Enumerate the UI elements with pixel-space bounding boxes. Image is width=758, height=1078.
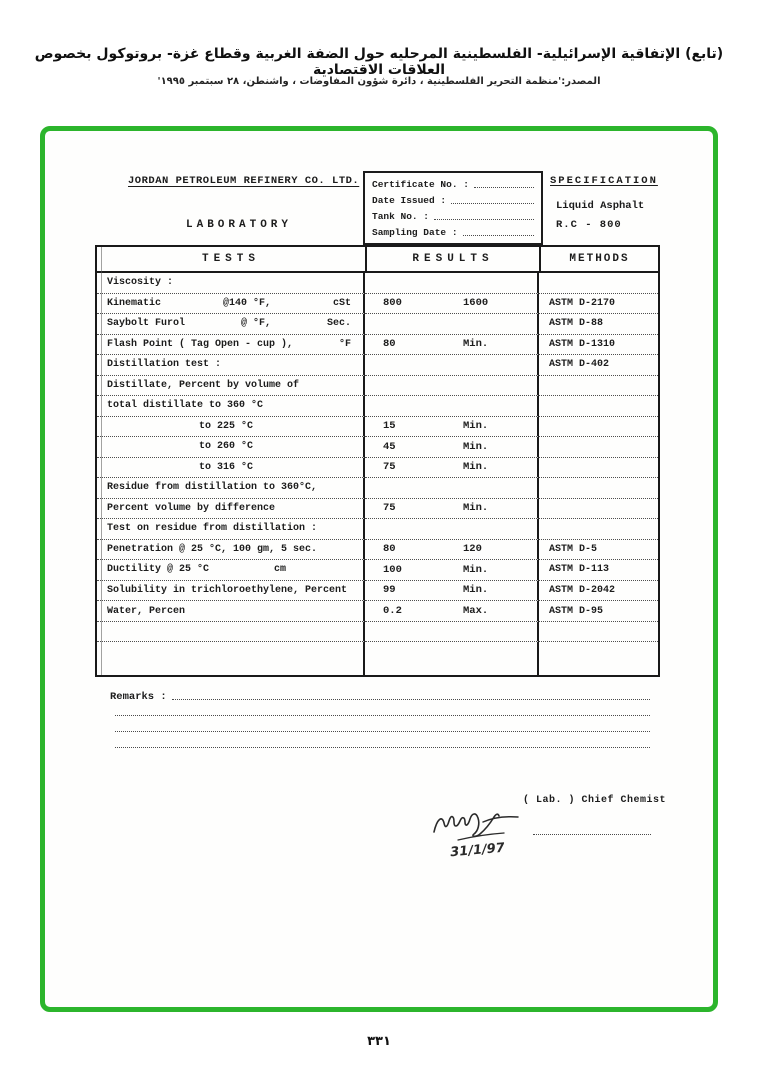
method-value: ASTM D-113: [539, 560, 658, 581]
method-value: [539, 376, 658, 397]
test-label: Solubility in trichloroethylene, Percent: [107, 584, 348, 596]
method-value: [539, 458, 658, 479]
table-row: [97, 376, 658, 397]
method-value: [539, 396, 658, 417]
test-label: Flash Point ( Tag Open - cup ),: [107, 338, 294, 350]
result-cell: [365, 519, 539, 540]
remarks-section: [110, 687, 650, 751]
table-row: [97, 335, 658, 356]
method-value: [539, 622, 658, 643]
result-cell: [365, 581, 539, 602]
result-qualifier: 120: [463, 543, 482, 556]
method-value: ASTM D-2042: [539, 581, 658, 602]
result-cell: [365, 622, 539, 643]
result-value: 45: [383, 440, 396, 453]
table-row: [97, 499, 658, 520]
result-value: 75: [383, 461, 396, 474]
result-cell: [365, 273, 539, 294]
test-cell: [97, 437, 365, 458]
certificate-field-label: Sampling Date :: [372, 227, 458, 238]
test-cell: [97, 540, 365, 561]
method-value: ASTM D-88: [539, 314, 658, 335]
result-qualifier: Min.: [463, 440, 489, 453]
test-condition: @ °F,: [240, 318, 271, 330]
dotted-fill-line: [434, 218, 534, 220]
scan-frame: [40, 126, 718, 1012]
result-qualifier: Min.: [463, 563, 489, 576]
test-label: Kinematic: [107, 297, 162, 309]
specification-title: SPECIFICATION: [550, 175, 658, 187]
result-cell: [365, 294, 539, 315]
remarks-line: [110, 735, 650, 751]
table-row: [97, 273, 658, 294]
method-value: [539, 273, 658, 294]
laboratory-title: LABORATORY: [186, 219, 293, 231]
certificate-field: [372, 227, 534, 238]
result-value: 80: [383, 543, 396, 556]
result-value: 100: [383, 563, 402, 576]
table-body: [97, 273, 658, 675]
result-cell: [365, 437, 539, 458]
signature-line: [533, 833, 651, 835]
result-cell: [365, 396, 539, 417]
method-value: [539, 417, 658, 438]
result-value: 0.2: [383, 605, 402, 617]
test-cell: [97, 273, 365, 294]
result-value: 80: [383, 338, 396, 351]
test-cell: [97, 560, 365, 581]
test-cell: [97, 519, 365, 540]
dotted-fill-line: [451, 202, 534, 204]
method-value: [539, 478, 658, 499]
dotted-fill-line: [474, 186, 534, 188]
test-label: to 260 °C: [199, 441, 254, 453]
dotted-fill-line: [463, 234, 534, 236]
result-value: 75: [383, 502, 396, 515]
test-cell: [97, 499, 365, 520]
method-value: ASTM D-2170: [539, 294, 658, 315]
certificate-field-label: Tank No. :: [372, 211, 430, 222]
method-value: [539, 519, 658, 540]
table-row: [97, 314, 658, 335]
test-label: Residue from distillation to 360°C,: [107, 482, 318, 494]
result-cell: [365, 335, 539, 356]
result-cell: [365, 642, 539, 675]
table-row: [97, 581, 658, 602]
test-cell: [97, 314, 365, 335]
remarks-line: [110, 719, 650, 735]
arabic-title: (تابع) الإتفاقية الإسرائيلية- الفلسطينية المرحليه حول الضفة الغربية وقطاع غزة- بروتوكول بخصوص العلاقات الاقتصادية: [34, 46, 724, 78]
method-value: ASTM D-5: [539, 540, 658, 561]
specification-grade: R.C - 800: [556, 219, 622, 231]
result-cell: [365, 540, 539, 561]
result-cell: [365, 478, 539, 499]
column-header-results: RESULTS: [365, 247, 539, 271]
test-cell: [97, 601, 365, 622]
results-table: [95, 245, 660, 677]
test-cell: [97, 355, 365, 376]
test-label: Percent volume by difference: [107, 502, 276, 514]
column-header-tests: TESTS: [201, 253, 260, 265]
test-label: to 316 °C: [199, 461, 254, 473]
test-condition: cm: [274, 564, 287, 576]
result-cell: [365, 499, 539, 520]
table-row: [97, 478, 658, 499]
remarks-line: [110, 703, 650, 719]
test-label: Water, Percen: [107, 605, 186, 617]
result-qualifier: Min.: [463, 502, 489, 515]
result-qualifier: Min.: [463, 584, 489, 597]
test-unit: Sec.: [326, 318, 351, 330]
table-row: [97, 601, 658, 622]
result-cell: [365, 376, 539, 397]
test-label: Distillate, Percent by volume of: [107, 379, 300, 391]
test-cell: [97, 458, 365, 479]
dotted-fill-line: [115, 730, 650, 732]
signature-scribble: [430, 805, 525, 847]
result-cell: [365, 458, 539, 479]
method-value: ASTM D-1310: [539, 335, 658, 356]
certificate-field-label: Date Issued :: [372, 195, 447, 206]
test-cell: [97, 478, 365, 499]
method-value: ASTM D-95: [539, 601, 658, 622]
test-label: Viscosity :: [107, 277, 174, 289]
table-row: [97, 437, 658, 458]
signature-date: 31/1/97: [449, 840, 506, 861]
result-qualifier: Min.: [463, 461, 489, 474]
table-row: [97, 540, 658, 561]
test-label: Test on residue from distillation :: [107, 523, 318, 535]
table-row: [97, 622, 658, 643]
table-row: [97, 458, 658, 479]
test-unit: cSt: [332, 297, 351, 309]
result-cell: [365, 560, 539, 581]
test-cell: [97, 335, 365, 356]
test-cell: [97, 642, 365, 675]
table-header-row: [97, 247, 658, 273]
test-label: Distillation test :: [107, 359, 222, 371]
table-row: [97, 560, 658, 581]
result-qualifier: 1600: [463, 297, 489, 310]
company-name: JORDAN PETROLEUM REFINERY CO. LTD.: [128, 175, 360, 187]
test-cell: [97, 581, 365, 602]
certificate-field-label: Certificate No. :: [372, 179, 469, 190]
dotted-fill-line: [115, 714, 650, 716]
column-header-methods: METHODS: [539, 247, 658, 271]
remarks-label: Remarks :: [110, 691, 167, 703]
test-cell: [97, 376, 365, 397]
method-value: [539, 437, 658, 458]
result-qualifier: Min.: [463, 338, 489, 351]
arabic-source-line: المصدر:'منظمة التحرير الفلسطينية ، دائرة شؤون المفاوضات ، واشنطن، ٢٨ سبتمبر ١٩٩٥': [157, 76, 601, 87]
test-label: total distillate to 360 °C: [107, 400, 264, 412]
result-value: 800: [383, 297, 402, 310]
table-row: [97, 417, 658, 438]
method-value: [539, 642, 658, 675]
method-value: ASTM D-402: [539, 355, 658, 376]
table-row: [97, 355, 658, 376]
certificate-field: [372, 179, 534, 190]
specification-product: Liquid Asphalt: [556, 200, 645, 212]
certificate-field: [372, 195, 534, 206]
table-row: [97, 396, 658, 417]
table-row: [97, 294, 658, 315]
result-qualifier: Max.: [463, 605, 489, 617]
table-row: [97, 519, 658, 540]
certificate-field: [372, 211, 534, 222]
test-cell: [97, 417, 365, 438]
result-cell: [365, 601, 539, 622]
result-qualifier: Min.: [463, 420, 489, 433]
table-row: [97, 642, 658, 675]
result-value: 99: [383, 584, 396, 597]
remarks-line: [110, 687, 650, 703]
test-cell: [97, 622, 365, 643]
page-number: ٣٣١: [367, 1034, 391, 1049]
result-value: 15: [383, 420, 396, 433]
test-label: Ductility @ 25 °C: [107, 564, 210, 576]
method-value: [539, 499, 658, 520]
result-cell: [365, 314, 539, 335]
test-condition: @140 °F,: [222, 297, 271, 309]
test-label: Saybolt Furol: [107, 318, 186, 330]
test-unit: °F: [338, 338, 351, 350]
test-cell: [97, 294, 365, 315]
result-cell: [365, 355, 539, 376]
test-label: to 225 °C: [199, 420, 254, 432]
result-cell: [365, 417, 539, 438]
certificate-box: [363, 171, 543, 245]
test-label: Penetration @ 25 °C, 100 gm, 5 sec.: [107, 543, 318, 555]
chief-chemist-label: ( Lab. ) Chief Chemist: [523, 795, 667, 806]
test-cell: [97, 396, 365, 417]
dotted-fill-line: [115, 746, 650, 748]
dotted-fill-line: [172, 698, 650, 700]
